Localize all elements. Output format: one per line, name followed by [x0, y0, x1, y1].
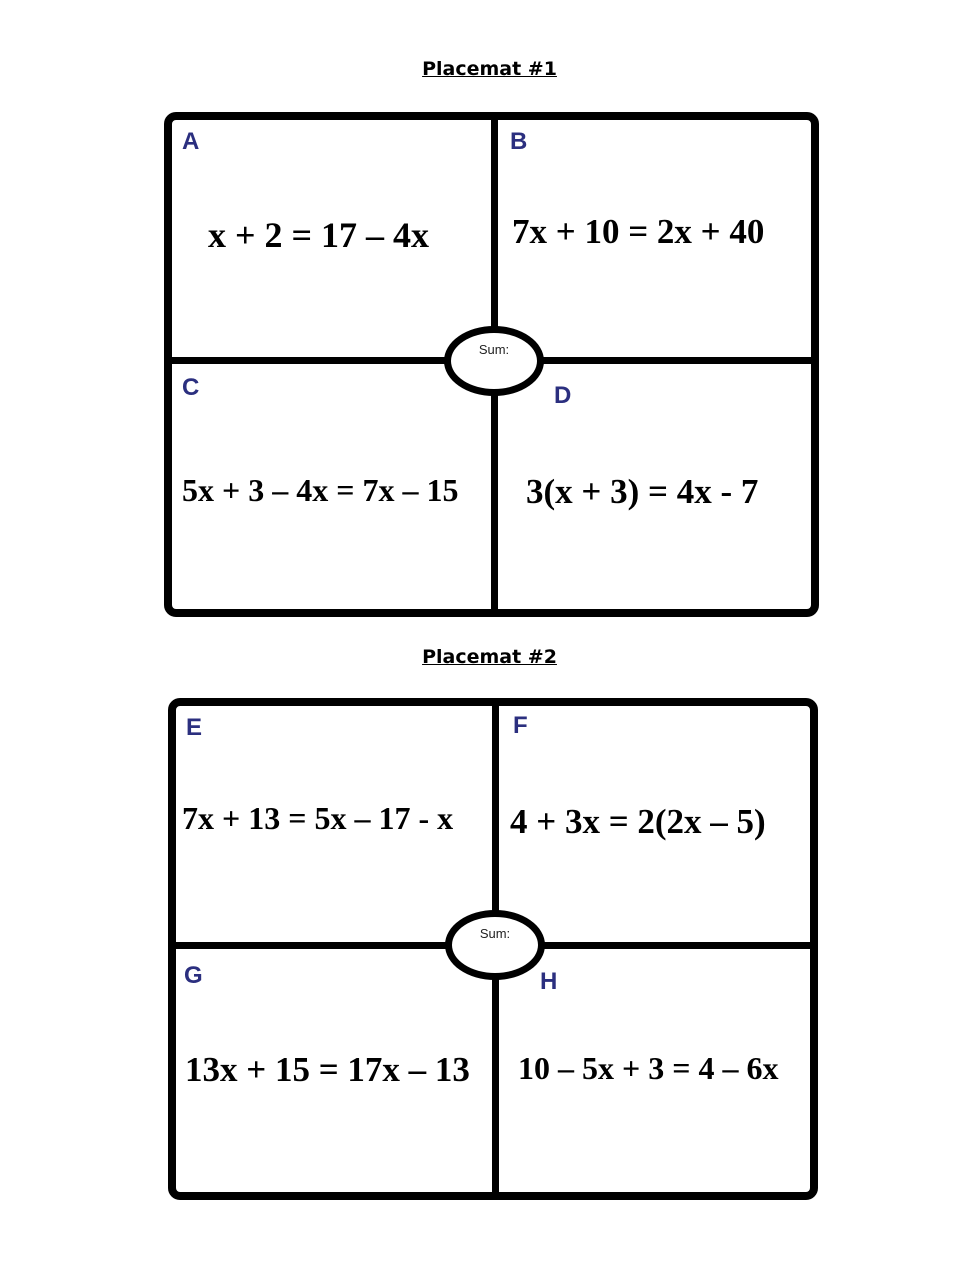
- cell-a-equation: x + 2 = 17 – 4x: [208, 215, 430, 255]
- placemat-2: [168, 698, 818, 1200]
- cell-h-letter: H: [540, 968, 558, 995]
- cell-b-equation: 7x + 10 = 2x + 40: [512, 212, 765, 251]
- cell-d-letter: D: [554, 382, 572, 409]
- placemat-1-title: Placemat #1: [422, 58, 557, 80]
- placemat-1-sum-label: Sum:: [478, 342, 510, 357]
- cell-h-equation: 10 – 5x + 3 = 4 – 6x: [518, 1050, 779, 1086]
- cell-g-letter: G: [184, 962, 203, 989]
- cell-e-equation: 7x + 13 = 5x – 17 - x: [182, 800, 454, 836]
- cell-b-letter: B: [510, 128, 528, 155]
- cell-a-letter: A: [182, 128, 200, 155]
- cell-d-equation: 3(x + 3) = 4x - 7: [526, 472, 759, 511]
- cell-g-equation: 13x + 15 = 17x – 13: [185, 1050, 470, 1089]
- placemat-2-sum-label: Sum:: [479, 926, 511, 941]
- placemat-2-title: Placemat #2: [422, 646, 557, 668]
- cell-c-equation: 5x + 3 – 4x = 7x – 15: [182, 472, 459, 508]
- placemat-1: [164, 112, 819, 617]
- cell-c-letter: C: [182, 374, 200, 401]
- cell-f-letter: F: [513, 712, 528, 739]
- placemat-1-sum-oval: [444, 326, 544, 396]
- cell-e-letter: E: [186, 714, 203, 741]
- cell-f-equation: 4 + 3x = 2(2x – 5): [510, 802, 766, 841]
- placemat-2-sum-oval: [445, 910, 545, 980]
